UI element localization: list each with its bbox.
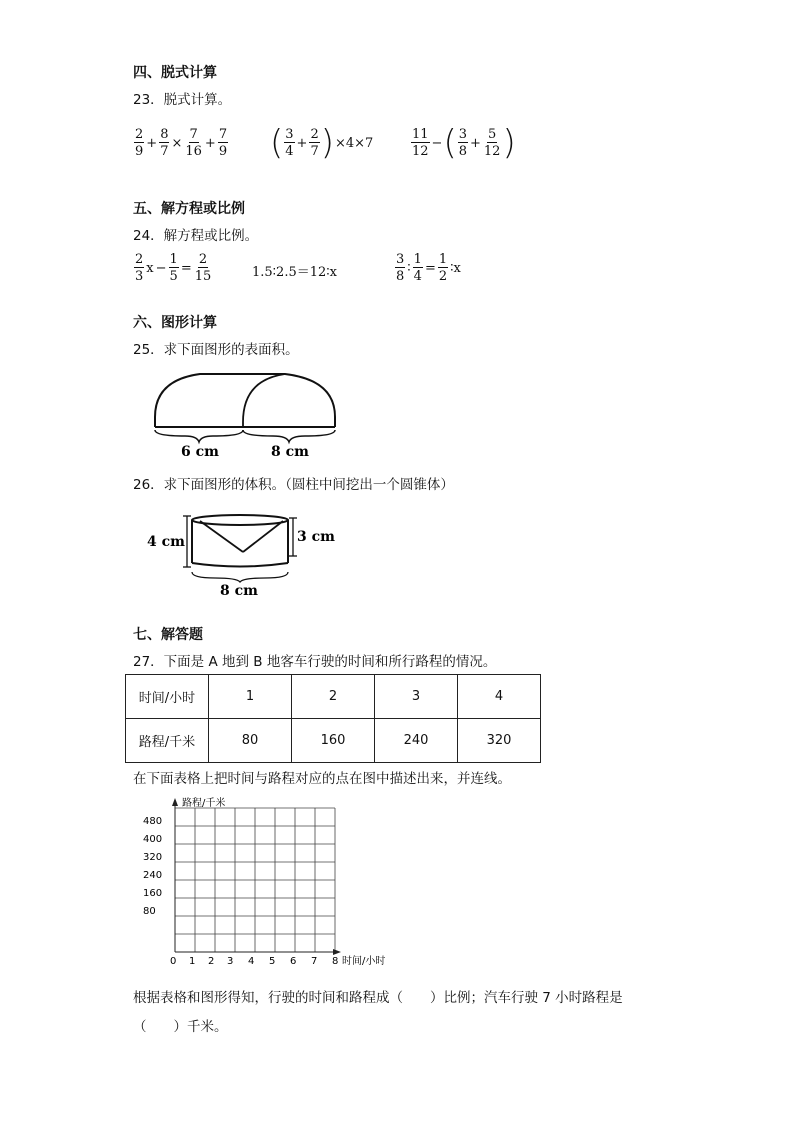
y-tick-label: 240	[143, 870, 163, 881]
table-cell: 1	[209, 675, 292, 719]
fraction: $\frac{3}{8}$	[458, 127, 467, 159]
label-4cm: 4 cm	[147, 534, 185, 550]
fraction: $\frac{2}{3}$	[135, 252, 144, 284]
fraction: $\frac{7}{16}$	[185, 127, 202, 159]
section-4-title: 四、脱式计算	[133, 65, 217, 81]
label-6cm: 6 cm	[181, 444, 219, 460]
section-5-title: 五、解方程或比例	[133, 201, 245, 217]
chart-instruction: 在下面表格上把时间与路程对应的点在图中描述出来，并连线。	[133, 771, 511, 787]
y-tick-label: 160	[143, 888, 163, 899]
expression-23-3: $\frac{11}{12}$ − ( $\frac{3}{8}$ + $\frac{5}{12}$ )	[412, 123, 516, 163]
label-8cm: 8 cm	[271, 444, 309, 460]
x-tick-label: 0	[170, 956, 177, 967]
question-26: 26．求下面图形的体积。（圆柱中间挖出一个圆锥体）	[133, 477, 454, 493]
fraction: $\frac{2}{7}$	[310, 127, 319, 159]
table-row	[126, 675, 541, 719]
y-tick-label: 480	[143, 816, 163, 827]
section-7-title: 七、解答题	[133, 627, 203, 643]
x-tick-label: 1	[189, 956, 196, 967]
table-cell: 240	[375, 719, 458, 763]
fraction: $\frac{7}{9}$	[218, 127, 228, 159]
fraction: $\frac{2}{9}$	[135, 127, 144, 159]
time-distance-table	[125, 674, 541, 763]
fraction: $\frac{5}{12}$	[483, 127, 501, 159]
question-23: 23．脱式计算。	[133, 92, 232, 108]
half-cylinder-figure	[145, 362, 345, 462]
table-cell: 320	[458, 719, 541, 763]
fraction: $\frac{2}{15}$	[194, 252, 212, 284]
table-cell: 3	[375, 675, 458, 719]
equation-24-1: $\frac{2}{3}$ x − $\frac{1}{5}$ = $\frac{2}{15}$	[135, 252, 212, 284]
table-cell: 2	[292, 675, 375, 719]
label-3cm: 3 cm	[297, 529, 335, 545]
table-row	[126, 719, 541, 763]
x-tick-label: 3	[227, 956, 234, 967]
x-axis-label: 时间/小时	[342, 956, 386, 967]
x-tick-label: 7	[311, 956, 318, 967]
fraction: $\frac{1}{5}$	[169, 252, 178, 284]
x-tick-label: 6	[290, 956, 297, 967]
table-cell: 80	[209, 719, 292, 763]
answer-line-2: （ ）千米。	[133, 1019, 228, 1035]
y-tick-label: 80	[143, 906, 156, 917]
equation-24-3: $\frac{3}{8}$ ∶ $\frac{1}{4}$ = $\frac{1}{2}$ ∶x	[396, 252, 461, 284]
fraction: $\frac{3}{8}$	[396, 252, 405, 284]
equation-24-2: 1.5∶2.5＝12∶x	[252, 265, 337, 280]
x-axis-arrow	[333, 949, 341, 955]
y-axis-label: 路程/千米	[182, 798, 226, 809]
x-tick-label: 2	[208, 956, 215, 967]
time-distance-chart	[135, 792, 405, 972]
question-27: 27．下面是 A 地到 B 地客车行驶的时间和所行路程的情况。	[133, 654, 497, 670]
expression-23-2: ( $\frac{3}{4}$ + $\frac{2}{7}$ ) ×4×7	[270, 123, 374, 163]
chart-grid	[175, 808, 335, 952]
fraction: $\frac{1}{2}$	[438, 252, 448, 284]
fraction: $\frac{8}{7}$	[160, 127, 169, 159]
y-axis-arrow	[172, 798, 178, 806]
fraction: $\frac{11}{12}$	[412, 127, 429, 159]
expression-23-1: $\frac{2}{9}$ + $\frac{8}{7}$ × $\frac{7}{16}$ + $\frac{7}{9}$	[135, 127, 228, 159]
fraction: $\frac{3}{4}$	[285, 127, 294, 159]
cylinder-cone-figure	[145, 508, 345, 600]
question-24: 24．解方程或比例。	[133, 228, 259, 244]
y-tick-label: 400	[143, 834, 163, 845]
fraction: $\frac{1}{4}$	[413, 252, 422, 284]
label-8cm-diameter: 8 cm	[220, 583, 258, 599]
y-tick-label: 320	[143, 852, 163, 863]
table-cell: 4	[458, 675, 541, 719]
section-6-title: 六、图形计算	[133, 315, 217, 331]
question-25: 25．求下面图形的表面积。	[133, 342, 299, 358]
answer-line-1: 根据表格和图形得知，行驶的时间和路程成（ ）比例；汽车行驶 7 小时路程是	[133, 990, 623, 1006]
table-cell: 160	[292, 719, 375, 763]
table-cell: 时间/小时	[126, 675, 209, 719]
table-cell: 路程/千米	[126, 719, 209, 763]
x-tick-label: 4	[248, 956, 255, 967]
x-tick-label: 8	[332, 956, 339, 967]
x-tick-label: 5	[269, 956, 276, 967]
